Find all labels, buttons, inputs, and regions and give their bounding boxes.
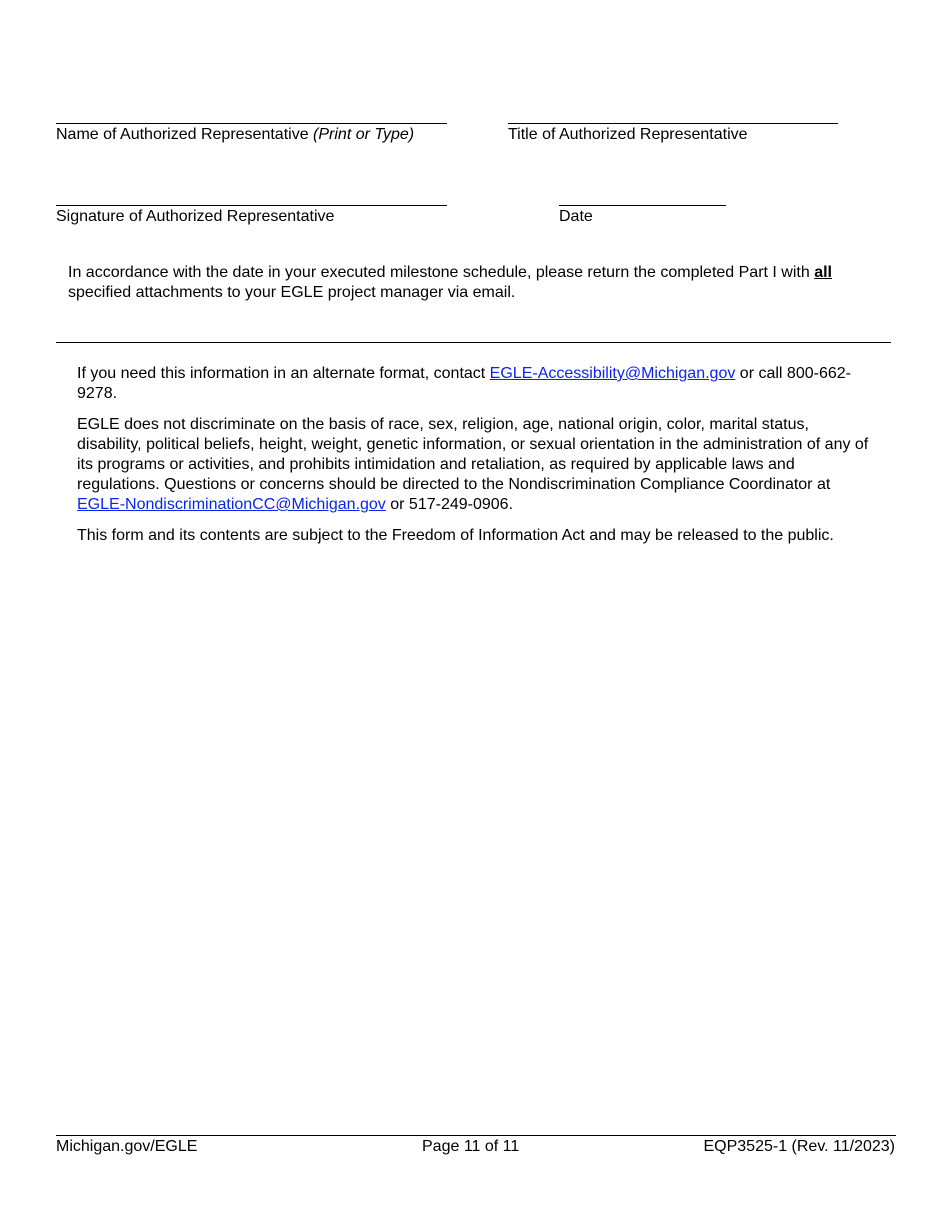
footer-website: Michigan.gov/EGLE bbox=[56, 1138, 198, 1155]
footer-page-number: Page 11 of 11 bbox=[422, 1138, 520, 1155]
foia-notice: This form and its contents are subject to the Freedom of Information Act and may be released to the public. bbox=[77, 527, 834, 544]
title-signature-line bbox=[508, 123, 838, 124]
instructions-text-part-1: In accordance with the date in your executed milestone schedule, please return the completed Part I with bbox=[68, 264, 815, 281]
alt-format-text-2: or call 800-662-9278. bbox=[77, 365, 851, 402]
nondiscrimination-email-link[interactable]: EGLE-NondiscriminationCC@Michigan.gov bbox=[77, 496, 386, 513]
nondiscrimination-text-1: EGLE does not discriminate on the basis of race, sex, religion, age, national origin, color, marital status, disability, political beliefs, height, weight, genetic information, or sexual orientation in the administration of any of its programs or activities, and prohibits intimidation and retaliation, as required by applicable laws and regulations. Questions or concerns should be directed to the Nondiscrimination Compliance Coordinator at bbox=[77, 416, 869, 493]
name-signature-line bbox=[56, 123, 447, 124]
name-label-text: Name of Authorized Representative bbox=[56, 126, 314, 143]
signature-field-label: Signature of Authorized Representative bbox=[56, 208, 335, 225]
date-line bbox=[559, 205, 726, 206]
title-field-label: Title of Authorized Representative bbox=[508, 126, 748, 143]
section-separator bbox=[56, 342, 891, 343]
accessibility-email-link[interactable]: EGLE-Accessibility@Michigan.gov bbox=[489, 365, 736, 382]
name-label-note: (Print or Type) bbox=[313, 126, 415, 143]
footer-form-number: EQP3525-1 (Rev. 11/2023) bbox=[703, 1138, 895, 1155]
instructions-emphasis: all bbox=[814, 264, 832, 281]
alternate-format-notice bbox=[77, 364, 877, 404]
nondiscrimination-notice bbox=[77, 415, 877, 515]
date-field-label: Date bbox=[559, 208, 593, 225]
nondiscrimination-text-2: or 517-249-0906. bbox=[385, 496, 514, 513]
footer-rule bbox=[56, 1135, 896, 1136]
alt-format-text-1: If you need this information in an alternate format, contact bbox=[77, 365, 490, 382]
return-instructions bbox=[68, 263, 858, 303]
signature-line bbox=[56, 205, 447, 206]
name-field-label bbox=[56, 125, 414, 145]
instructions-text-part-2: specified attachments to your EGLE project manager via email. bbox=[68, 284, 516, 301]
